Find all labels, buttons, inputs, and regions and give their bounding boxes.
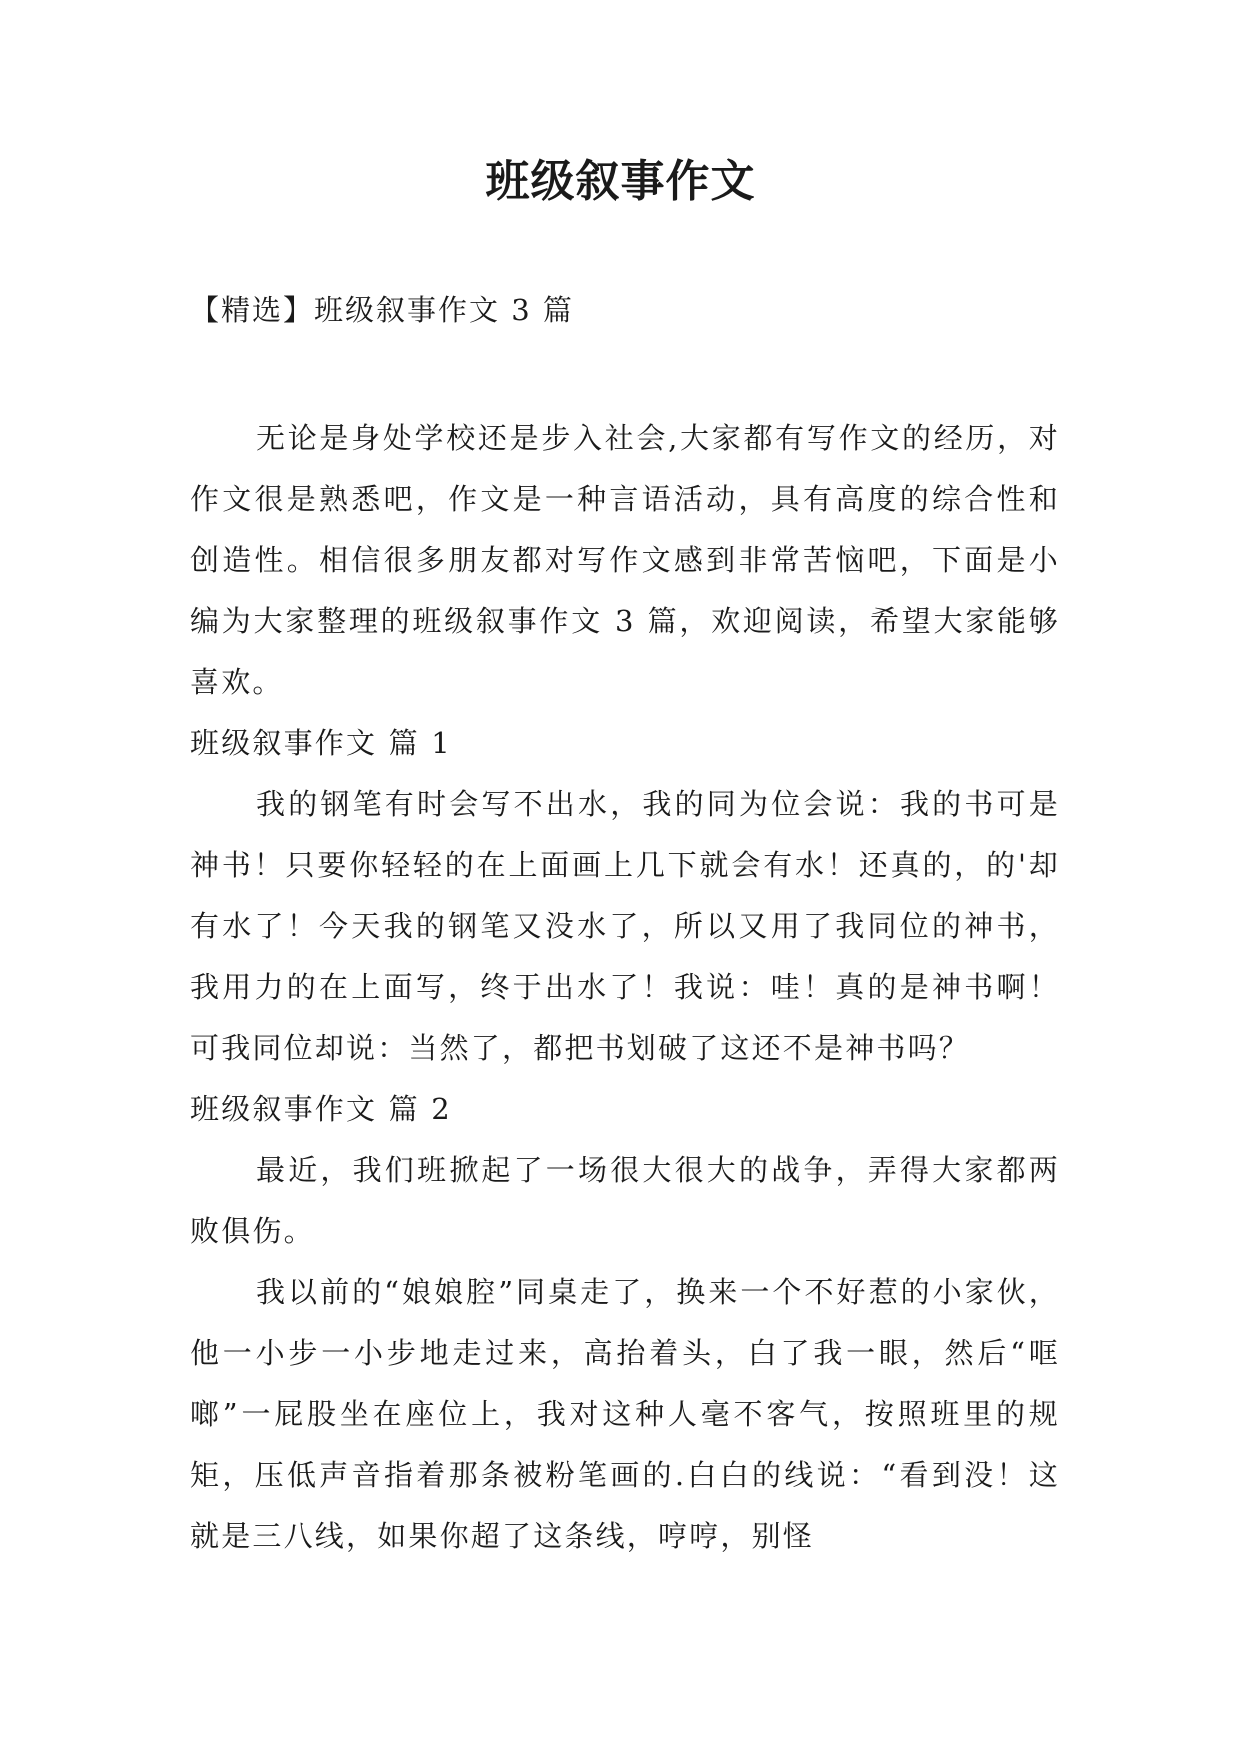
document-body [190,408,1060,1567]
intro-paragraph: 无论是身处学校还是步入社会,大家都有写作文的经历，对作文很是熟悉吧，作文是一种言语活动，具有高度的综合性和创造性。相信很多朋友都对写作文感到非常苦恼吧，下面是小编为大家整理的班级叙事作文 3 篇，欢迎阅读，希望大家能够喜欢。 [190,421,1060,699]
section-1-paragraph-1: 我的钢笔有时会写不出水，我的同为位会说：我的书可是神书！只要你轻轻的在上面画上几下就会有水！还真的，的'却有水了！今天我的钢笔又没水了，所以又用了我同位的神书，我用力的在上面写，终于出水了！我说：哇！真的是神书啊！可我同位却说：当然了，都把书划破了这还不是神书吗？ [190,787,1060,1065]
section-2-paragraph-2: 我以前的“娘娘腔”同桌走了，换来一个不好惹的小家伙，他一小步一小步地走过来，高抬着头，白了我一眼，然后“哐啷”一屁股坐在座位上，我对这种人毫不客气，按照班里的规矩，压低声音指着那条被粉笔画的.白白的线说：“看到没！这就是三八线，如果你超了这条线，哼哼，别怪 [190,1275,1060,1553]
document-subtitle: 【精选】班级叙事作文 3 篇 [190,293,574,327]
document-title: 班级叙事作文 [485,156,756,207]
section-heading-2: 班级叙事作文 篇 2 [190,1092,452,1126]
section-heading-1: 班级叙事作文 篇 1 [190,726,452,760]
section-2-paragraph-1: 最近，我们班掀起了一场很大很大的战争，弄得大家都两败俱伤。 [190,1153,1060,1248]
